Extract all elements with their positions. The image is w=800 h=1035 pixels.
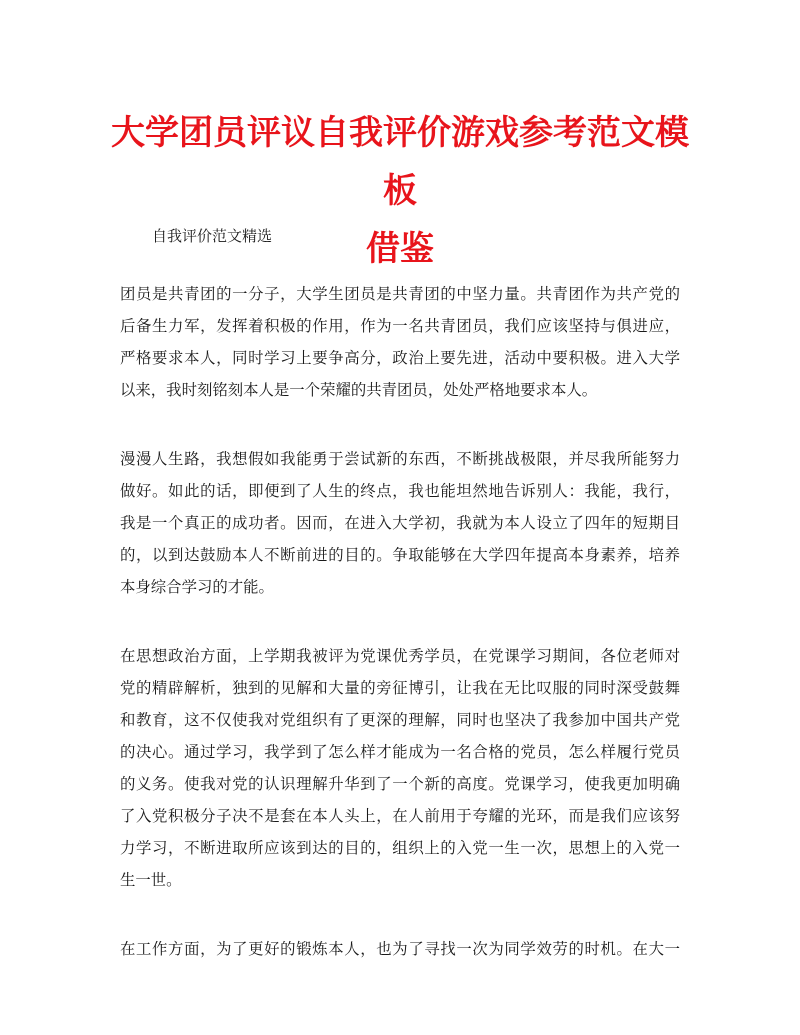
document-body: [120, 278, 680, 1002]
title-line: 大学团员评议自我评价游戏参考范文模板: [111, 113, 689, 211]
text-line: 后备生力军，发挥着积极的作用，作为一名共青团员，我们应该坚持与俱进应，: [120, 317, 680, 335]
paragraph: [120, 933, 680, 965]
text-line: 严格要求本人，同时学习上要争高分，政治上要先进，活动中要积极。进入大学: [120, 349, 680, 367]
text-line: 和教育，这不仅使我对党组织有了更深的理解，同时也坚决了我参加中国共产党: [120, 711, 680, 729]
text-line: 的义务。使我对党的认识理解升华到了一个新的高度。党课学习，使我更加明确: [120, 775, 680, 793]
text-line: 的，以到达鼓励本人不断前进的目的。争取能够在大学四年提高本身素养，培养: [120, 546, 680, 564]
text-line: 团员是共青团的一分子，大学生团员是共青团的中坚力量。共青团作为共产党的: [120, 285, 680, 303]
text-line: 本身综合学习的才能。: [120, 578, 274, 596]
document-subtitle: 自我评价范文精选: [152, 227, 273, 245]
text-line: 我是一个真正的成功者。因而，在进入大学初，我就为本人设立了四年的短期目: [120, 514, 680, 532]
text-line: 了入党积极分子决不是套在本人头上，在人前用于夸耀的光环，而是我们应该努: [120, 807, 680, 825]
text-line: 以来，我时刻铭刻本人是一个荣耀的共青团员，处处严格地要求本人。: [120, 381, 598, 399]
text-line: 的决心。通过学习，我学到了怎么样才能成为一名合格的党员，怎么样履行党员: [120, 743, 680, 761]
text-line: 在思想政治方面，上学期我被评为党课优秀学员，在党课学习期间，各位老师对: [120, 647, 680, 665]
paragraph: [120, 443, 680, 603]
paragraph: [120, 640, 680, 896]
text-line: 党的精辟解析，独到的见解和大量的旁征博引，让我在无比叹服的同时深受鼓舞: [120, 679, 680, 697]
text-line: 在工作方面，为了更好的锻炼本人，也为了寻找一次为同学效劳的时机。在大一: [120, 940, 680, 958]
text-line: 力学习，不断进取所应该到达的目的，组织上的入党一生一次，思想上的入党一: [120, 839, 680, 857]
paragraph: [120, 278, 680, 406]
title-line: 借鉴: [366, 229, 434, 269]
text-line: 生一世。: [120, 871, 182, 889]
text-line: 做好。如此的话，即便到了人生的终点，我也能坦然地告诉别人：我能，我行，: [120, 482, 680, 500]
document-title: [110, 104, 690, 278]
text-line: 漫漫人生路，我想假如我能勇于尝试新的东西，不断挑战极限，并尽我所能努力: [120, 450, 680, 468]
